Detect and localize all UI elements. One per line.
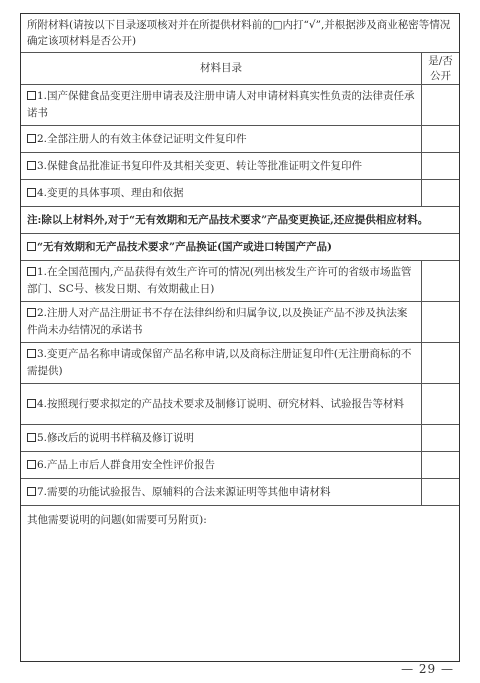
public-cell[interactable] bbox=[421, 343, 459, 383]
checkbox[interactable] bbox=[27, 91, 36, 100]
item-b-2: 2.注册人对产品注册证书不存在法律纠纷和归属争议,以及换证产品不涉及执法案件尚未办结情况的承诺书 bbox=[27, 307, 408, 336]
other-notes-label: 其他需要说明的问题(如需要可另附页): bbox=[27, 514, 207, 526]
checkbox[interactable] bbox=[27, 399, 36, 408]
checkbox[interactable] bbox=[27, 349, 36, 358]
table-header-row bbox=[21, 52, 459, 84]
public-cell[interactable] bbox=[421, 85, 459, 125]
checkbox[interactable] bbox=[27, 487, 36, 496]
item-b-1: 1.在全国范围内,产品获得有效生产许可的情况(列出核发生产许可的省级市场监管部门、SC号、核发日期、有效期截止日) bbox=[27, 266, 412, 295]
public-cell[interactable] bbox=[421, 479, 459, 505]
public-header bbox=[421, 53, 459, 84]
note-row bbox=[21, 206, 459, 233]
table-row bbox=[21, 301, 459, 342]
table-row bbox=[21, 260, 459, 301]
checkbox[interactable] bbox=[27, 433, 36, 442]
public-cell[interactable] bbox=[421, 302, 459, 342]
public-yes-no-label: 是/否 bbox=[428, 55, 453, 67]
table-row bbox=[21, 342, 459, 383]
public-cell[interactable] bbox=[421, 452, 459, 478]
catalog-header: 材料目录 bbox=[200, 62, 242, 74]
checkbox[interactable] bbox=[27, 242, 36, 251]
item-b-3: 3.变更产品名称申请或保留产品名称申请,以及商标注册证复印件(无注册商标的不需提供) bbox=[27, 348, 412, 377]
public-cell[interactable] bbox=[421, 425, 459, 451]
materials-form-table bbox=[20, 13, 460, 662]
table-row bbox=[21, 451, 459, 478]
item-a-2: 2.全部注册人的有效主体登记证明文件复印件 bbox=[37, 132, 247, 145]
table-row bbox=[21, 478, 459, 505]
public-cell[interactable] bbox=[421, 384, 459, 424]
table-row bbox=[21, 84, 459, 125]
item-b-7: 7.需要的功能试验报告、原辅料的合法来源证明等其他申请材料 bbox=[37, 485, 331, 498]
table-row bbox=[21, 383, 459, 424]
item-a-4: 4.变更的具体事项、理由和依据 bbox=[37, 186, 184, 199]
checkbox[interactable] bbox=[27, 134, 36, 143]
public-cell[interactable] bbox=[421, 126, 459, 152]
table-row bbox=[21, 152, 459, 179]
checkbox[interactable] bbox=[27, 460, 36, 469]
table-row bbox=[21, 179, 459, 206]
public-cell[interactable] bbox=[421, 261, 459, 301]
intro-text: 所附材料(请按以下目录逐项核对并在所提供材料前的□内打“√”,并根据涉及商业秘密等情况确定该项材料是否公开) bbox=[27, 19, 451, 47]
item-a-1: 1.国产保健食品变更注册申请表及注册申请人对申请材料真实性负责的法律责任承诺书 bbox=[27, 90, 415, 119]
section-b-row bbox=[21, 233, 459, 260]
item-b-5: 5.修改后的说明书样稿及修订说明 bbox=[37, 431, 195, 444]
intro-row bbox=[21, 14, 459, 52]
table-row bbox=[21, 424, 459, 451]
public-cell[interactable] bbox=[421, 180, 459, 206]
checkbox[interactable] bbox=[27, 267, 36, 276]
note-text: 注:除以上材料外,对于“无有效期和无产品技术要求”产品变更换证,还应提供相应材料。 bbox=[27, 213, 429, 226]
table-row bbox=[21, 125, 459, 152]
page-number: — 29 — bbox=[401, 662, 454, 676]
public-cell[interactable] bbox=[421, 153, 459, 179]
checkbox[interactable] bbox=[27, 188, 36, 197]
section-b-title: “无有效期和无产品技术要求”产品换证(国产或进口转国产产品) bbox=[37, 240, 333, 253]
public-label: 公开 bbox=[430, 70, 451, 82]
checkbox[interactable] bbox=[27, 161, 36, 170]
item-b-6: 6.产品上市后人群食用安全性评价报告 bbox=[37, 458, 216, 471]
item-b-4: 4.按照现行要求拟定的产品技术要求及制修订说明、研究材料、试验报告等材料 bbox=[37, 397, 405, 410]
checkbox[interactable] bbox=[27, 308, 36, 317]
other-notes-row[interactable] bbox=[21, 505, 459, 661]
item-a-3: 3.保健食品批准证书复印件及其相关变更、转让等批准证明文件复印件 bbox=[37, 159, 363, 172]
